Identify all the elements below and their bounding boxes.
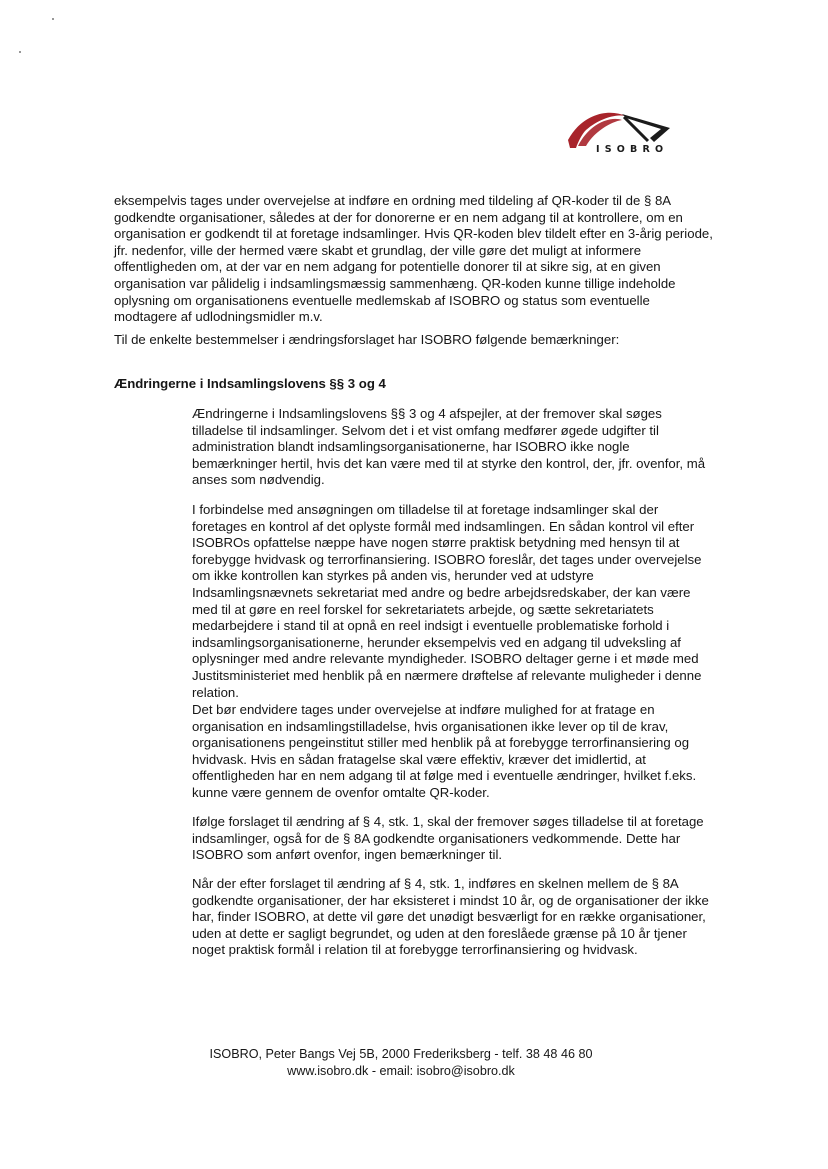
- section-paragraph-5: Når der efter forslaget til ændring af § 4, stk. 1, indføres en skelnen mellem de § 8A godkendte organisationer, der har eksisteret i mindst 10 år, og de organisationer der ikke har, finder ISOBRO, at dette vil gøre det unødigt besværligt for en række organisationer, uden at dette er sagligt begrundet, og uden at den foreslåede grænse på 10 år tjener noget praktisk formål i relation til at forebygge terrorfinansiering og hvidvask.: [192, 876, 709, 958]
- footer-contact: www.isobro.dk - email: isobro@isobro.dk: [287, 1064, 515, 1078]
- section-paragraph-4: Ifølge forslaget til ændring af § 4, stk. 1, skal der fremover søges tilladelse til at foretage indsamlinger, også for de § 8A godkendte organisationers vedkommende. Dette har ISOBRO som anført ovenfor, ingen bemærkninger til.: [192, 814, 704, 863]
- section-paragraph-1: Ændringerne i Indsamlingslovens §§ 3 og 4 afspejler, at der fremover skal søges tilladelse til indsamlinger. Selvom det i et vist omfang medfører øgede udgifter til administration blandt indsamlingsorganisationerne, har ISOBRO ikke nogle bemærkninger hertil, hvis det kan være med til at styrke den kontrol, der, jfr. ovenfor, må anses som nødvendig.: [192, 406, 706, 488]
- intro-paragraph: eksempelvis tages under overvejelse at indføre en ordning med tildeling af QR-koder til de § 8A godkendte organisationer, således at der for donorerne er en nem adgang til at kontrollere, om en organisation er godkendt til at foretage indsamlinger. Hvis QR-koden blev tildelt efter en 3-årig periode, jfr. nedenfor, ville der hermed være skabt et grundlag, der ville gøre det muligt at informere offentligheden om, at der var en nem adgang for potentielle donorer til at sikre sig, at en given organisation var pålidelig i indsamlingsmæssig sammenhæng. QR-koden kunne tillige indeholde oplysning om organisationens eventuelle medlemskab af ISOBRO og status som eventuelle modtagere af udlodningsmidler m.v.: [114, 193, 713, 325]
- remarks-intro: Til de enkelte bestemmelser i ændringsforslaget har ISOBRO følgende bemærkninger:: [114, 332, 620, 347]
- section-paragraph-2: I forbindelse med ansøgningen om tilladelse til at foretage indsamlinger skal der foretages en kontrol af det oplyste formål med indsamlingen. En sådan kontrol vil efter ISOBROs opfattelse næppe have nogen større praktisk betydning med hensyn til at forebygge hvidvask og terrorfinansiering. ISOBRO foreslår, det tages under overvejelse om ikke kontrollen kan styrkes på anden vis, herunder ved at udstyre Indsamlingsnævnets sekretariat med andre og bedre arbejdsredskaber, der kan være med til at gøre en reel forskel for sekretariatets arbejde, og sætte sekretariatets medarbejdere i stand til at opnå en reel indsigt i eventuelle problematiske forhold i indsamlingsorganisationerne, herunder eksempelvis ved en adgang til udveksling af oplysninger med andre relevante myndigheder. ISOBRO deltager gerne i et møde med Justitsministeriet med henblik på en nærmere drøftelse af relevante muligheder i denne relation.: [192, 502, 702, 700]
- footer-address: ISOBRO, Peter Bangs Vej 5B, 2000 Frederiksberg - telf. 38 48 46 80: [209, 1047, 593, 1061]
- section-paragraph-3: Det bør endvidere tages under overvejelse at indføre mulighed for at fratage en organisation en indsamlingstilladelse, hvis organisationen ikke lever op til de krav, organisationens pengeinstitut stiller med henblik på at forebygge terrorfinansiering og hvidvask. Hvis en sådan fratagelse skal være effektiv, kræver det imidlertid, at offentligheden har en nem adgang til at følge med i eventuelle ændringer, hvilket f.eks. kunne være gennem de ovenfor omtalte QR-koder.: [192, 702, 697, 800]
- section-heading: Ændringerne i Indsamlingslovens §§ 3 og 4: [114, 376, 386, 391]
- logo-wordmark: ISOBRO: [596, 144, 669, 155]
- scan-speck: [19, 51, 21, 53]
- scan-speck: [52, 18, 54, 20]
